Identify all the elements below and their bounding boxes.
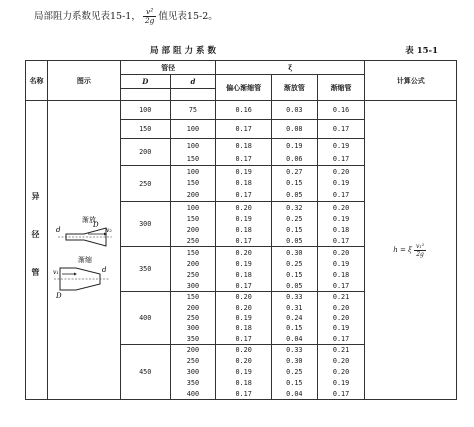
expander-cell	[271, 120, 317, 139]
eccentric-value: 0.18	[235, 179, 252, 188]
expander-cell	[271, 292, 317, 345]
d-value: 250	[186, 270, 200, 279]
header-D: D	[120, 75, 170, 89]
reducer-diagram	[48, 150, 120, 350]
d-value: 300	[186, 324, 200, 333]
eccentric-value: 0.19	[235, 367, 252, 376]
table-row	[26, 101, 457, 120]
expander-cell	[271, 202, 317, 247]
d-value: 150	[186, 154, 200, 163]
header-blank-d	[170, 89, 216, 101]
header-pipe-diameter: 管径	[120, 61, 215, 75]
reducer-values	[318, 345, 365, 399]
expansion-d-label: d	[55, 226, 61, 234]
contraction-d-label: d	[101, 266, 107, 274]
D-cell	[120, 247, 170, 292]
expander-value: 0.32	[286, 203, 303, 212]
reducer-value: 0.18	[332, 270, 350, 279]
d-value: 350	[186, 334, 200, 343]
eccentric-value: 0.18	[235, 270, 252, 279]
eccentric-values	[216, 101, 271, 119]
reducer-cell	[317, 247, 365, 292]
formula-cell	[365, 101, 457, 400]
reducer-values	[318, 120, 365, 138]
expander-values	[272, 101, 317, 119]
table-body	[26, 101, 457, 400]
expander-value: 0.25	[286, 259, 303, 268]
formula-fraction	[414, 243, 426, 258]
reducer-value: 0.17	[332, 334, 350, 343]
eccentric-values	[216, 292, 271, 344]
reducer-value: 0.17	[332, 154, 350, 163]
D-value: 400	[139, 314, 152, 322]
reducer-value: 0.20	[332, 248, 350, 257]
eccentric-cell	[216, 202, 272, 247]
d-value: 200	[186, 225, 200, 234]
eccentric-cell	[216, 345, 272, 400]
d-value: 150	[186, 214, 200, 223]
reducer-cell	[317, 139, 365, 166]
eccentric-values	[216, 202, 271, 246]
d-cell	[170, 166, 216, 202]
d-values	[171, 139, 216, 165]
reducer-values	[318, 292, 365, 344]
header-name: 名称	[26, 61, 48, 101]
expander-value: 0.05	[286, 191, 303, 200]
d-value: 200	[186, 303, 200, 312]
expander-value: 0.08	[286, 125, 303, 133]
reducer-cell	[317, 345, 365, 400]
expander-value: 0.30	[286, 357, 303, 366]
d-value: 250	[186, 357, 200, 366]
D-value: 350	[139, 265, 152, 273]
header-zeta: ξ	[216, 61, 365, 75]
expander-values	[272, 139, 317, 165]
expander-values	[272, 247, 317, 291]
table-number: 表 15-1	[405, 46, 438, 56]
expander-values	[272, 166, 317, 201]
expansion-D-label: D	[92, 221, 99, 229]
reducer-value: 0.20	[332, 167, 350, 176]
D-cell	[120, 292, 170, 345]
D-value: 100	[139, 106, 152, 114]
header-expander: 渐放管	[271, 75, 317, 101]
table-title: 局部阻力系数	[150, 46, 220, 56]
expander-value: 0.05	[286, 236, 303, 245]
expansion-v2-label: v₂	[105, 227, 112, 234]
eccentric-value: 0.20	[235, 357, 252, 366]
eccentric-value: 0.19	[235, 313, 252, 322]
eccentric-value: 0.17	[235, 191, 252, 200]
reducer-value: 0.19	[332, 179, 350, 188]
reducer-values	[318, 166, 365, 201]
eccentric-values	[216, 345, 271, 399]
expansion-label: 渐放	[81, 216, 96, 224]
expander-value: 0.04	[286, 334, 303, 343]
eccentric-value: 0.18	[235, 141, 252, 150]
d-cell	[170, 101, 216, 120]
reducer-value: 0.17	[332, 389, 350, 398]
D-cell	[120, 120, 170, 139]
header-eccentric: 偏心渐缩管	[216, 75, 272, 101]
expander-value: 0.19	[286, 141, 303, 150]
D-value: 250	[139, 179, 152, 188]
eccentric-value: 0.18	[235, 378, 252, 387]
eccentric-values	[216, 139, 271, 165]
d-values	[171, 166, 216, 201]
reducer-cell	[317, 166, 365, 202]
reducer-values	[318, 101, 365, 119]
expander-value: 0.33	[286, 346, 303, 355]
d-value: 300	[186, 367, 200, 376]
intro-prefix: 局部阻力系数见表15-1，	[34, 11, 141, 22]
eccentric-value: 0.17	[235, 236, 252, 245]
eccentric-values	[216, 247, 271, 291]
eccentric-cell	[216, 120, 272, 139]
reducer-value: 0.17	[332, 191, 350, 200]
D-value: 300	[139, 220, 152, 228]
eccentric-value: 0.20	[235, 203, 252, 212]
name-label: 异径管	[30, 192, 41, 306]
eccentric-value: 0.20	[235, 346, 252, 355]
d-value: 75	[188, 106, 198, 114]
reducer-value: 0.17	[332, 236, 350, 245]
expander-values	[272, 120, 317, 138]
formula-numerator: v₁²	[415, 242, 425, 250]
reducer-value: 0.20	[332, 203, 350, 212]
reducer-value: 0.17	[332, 281, 350, 290]
d-value: 150	[186, 293, 200, 302]
expander-values	[272, 202, 317, 246]
eccentric-value: 0.20	[235, 293, 252, 302]
reducer-value: 0.16	[332, 106, 350, 114]
d-value: 350	[186, 378, 200, 387]
formula-denominator: 2g	[416, 250, 424, 258]
d-value: 150	[186, 248, 200, 257]
eccentric-cell	[216, 247, 272, 292]
reducer-cell	[317, 101, 365, 120]
eccentric-value: 0.17	[235, 389, 252, 398]
D-cell	[120, 139, 170, 166]
D-cell	[120, 101, 170, 120]
expander-value: 0.15	[286, 270, 303, 279]
eccentric-cell	[216, 166, 272, 202]
expander-values	[272, 345, 317, 399]
reducer-cell	[317, 120, 365, 139]
d-values	[171, 345, 216, 399]
header-blank-D	[120, 89, 170, 101]
reducer-value: 0.20	[332, 303, 350, 312]
eccentric-value: 0.20	[235, 248, 252, 257]
eccentric-value: 0.18	[235, 225, 252, 234]
expander-value: 0.15	[286, 225, 303, 234]
d-value: 100	[186, 125, 200, 133]
reducer-value: 0.18	[332, 225, 350, 234]
d-value: 400	[186, 389, 200, 398]
resistance-table	[25, 60, 457, 400]
formula-lhs: h = ξ	[393, 246, 412, 254]
d-values	[171, 202, 216, 246]
contraction-label: 渐缩	[77, 256, 92, 264]
header-diagram: 图示	[47, 61, 120, 101]
reducer-value: 0.21	[332, 293, 350, 302]
eccentric-cell	[216, 139, 272, 166]
d-cell	[170, 120, 216, 139]
expander-cell	[271, 345, 317, 400]
eccentric-value: 0.17	[235, 125, 252, 133]
D-value: 450	[139, 368, 152, 376]
reducer-value: 0.19	[332, 324, 350, 333]
expander-value: 0.33	[286, 293, 303, 302]
expander-value: 0.15	[286, 179, 303, 188]
eccentric-values	[216, 120, 271, 138]
d-values	[171, 120, 216, 138]
reducer-value: 0.17	[332, 125, 350, 133]
reducer-value: 0.19	[332, 214, 350, 223]
reducer-value: 0.19	[332, 141, 350, 150]
D-value: 150	[139, 125, 152, 133]
eccentric-value: 0.19	[235, 167, 252, 176]
d-value: 150	[186, 179, 200, 188]
intro-suffix: 值见表15-2。	[158, 11, 218, 22]
reducer-cell	[317, 292, 365, 345]
eccentric-value: 0.19	[235, 259, 252, 268]
reducer-value: 0.20	[332, 367, 350, 376]
expander-value: 0.03	[286, 106, 303, 114]
reducer-value: 0.19	[332, 378, 350, 387]
d-cell	[170, 247, 216, 292]
contraction-D-label: D	[55, 292, 62, 300]
expander-value: 0.31	[286, 303, 303, 312]
d-value: 300	[186, 281, 200, 290]
d-value: 250	[186, 313, 200, 322]
d-values	[171, 247, 216, 291]
contraction-v1-label: v₁	[52, 269, 59, 276]
formula	[393, 242, 428, 258]
eccentric-value: 0.20	[235, 303, 252, 312]
eccentric-value: 0.17	[235, 281, 252, 290]
d-value: 100	[186, 167, 200, 176]
expander-value: 0.15	[286, 324, 303, 333]
diagram-cell	[47, 101, 120, 400]
d-value: 200	[186, 346, 200, 355]
d-value: 100	[186, 141, 200, 150]
expander-cell	[271, 166, 317, 202]
reducer-values	[318, 139, 365, 165]
expander-value: 0.30	[286, 248, 303, 257]
expander-values	[272, 292, 317, 344]
expander-value: 0.25	[286, 214, 303, 223]
intro-fraction	[143, 8, 157, 25]
eccentric-cell	[216, 292, 272, 345]
d-cell	[170, 292, 216, 345]
eccentric-values	[216, 166, 271, 201]
contraction-arrowhead	[74, 273, 77, 276]
eccentric-cell	[216, 101, 272, 120]
reducer-value: 0.21	[332, 346, 350, 355]
reducer-value: 0.19	[332, 259, 350, 268]
expander-value: 0.25	[286, 367, 303, 376]
expander-value: 0.05	[286, 281, 303, 290]
D-value: 200	[139, 148, 152, 156]
eccentric-value: 0.19	[235, 214, 252, 223]
reducer-value: 0.20	[332, 357, 350, 366]
d-value: 200	[186, 191, 200, 200]
d-cell	[170, 139, 216, 166]
expander-value: 0.06	[286, 154, 303, 163]
d-cell	[170, 202, 216, 247]
header-reducer: 渐缩管	[317, 75, 365, 101]
header-d: d	[170, 75, 216, 89]
eccentric-value: 0.18	[235, 324, 252, 333]
intro-line	[34, 8, 218, 25]
expander-cell	[271, 247, 317, 292]
reducer-values	[318, 247, 365, 291]
d-value: 100	[186, 203, 200, 212]
d-values	[171, 101, 216, 119]
D-cell	[120, 166, 170, 202]
expander-cell	[271, 139, 317, 166]
D-cell	[120, 345, 170, 400]
expander-value: 0.15	[286, 378, 303, 387]
expander-value: 0.04	[286, 389, 303, 398]
intro-fraction-denominator: 2g	[144, 16, 155, 25]
eccentric-value: 0.17	[235, 334, 252, 343]
D-cell	[120, 202, 170, 247]
reducer-cell	[317, 202, 365, 247]
d-value: 200	[186, 259, 200, 268]
expander-value: 0.27	[286, 167, 303, 176]
eccentric-value: 0.17	[235, 154, 252, 163]
reducer-value: 0.20	[332, 313, 350, 322]
expander-cell	[271, 101, 317, 120]
reducer-values	[318, 202, 365, 246]
intro-fraction-numerator: v²	[143, 8, 157, 17]
header-formula: 计算公式	[365, 61, 457, 101]
expander-value: 0.24	[286, 313, 303, 322]
eccentric-value: 0.16	[235, 106, 252, 114]
name-cell	[26, 101, 48, 400]
d-cell	[170, 345, 216, 400]
d-value: 250	[186, 236, 200, 245]
d-values	[171, 292, 216, 344]
